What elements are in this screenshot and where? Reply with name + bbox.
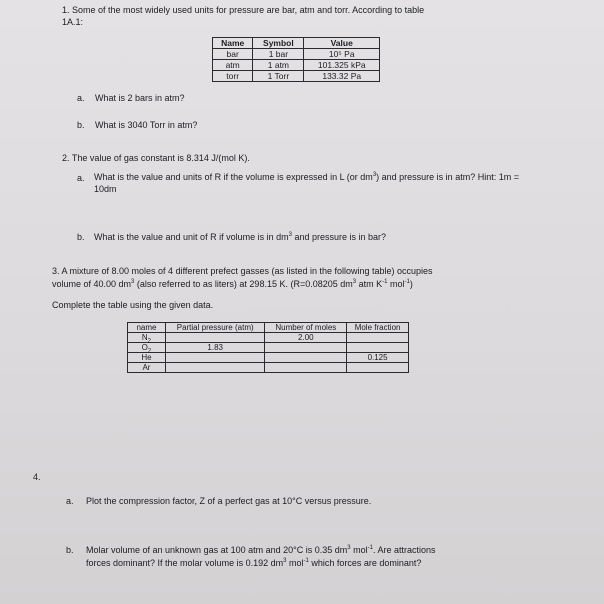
column-header-value: Value bbox=[304, 38, 380, 49]
q4-number: 4. bbox=[33, 472, 41, 482]
q1b-label: b. bbox=[77, 120, 85, 130]
gas-name-cell bbox=[128, 333, 166, 343]
q3-line2-part: ) bbox=[409, 279, 413, 289]
table-cell: 1 atm bbox=[253, 60, 304, 71]
q2a-label: a. bbox=[77, 173, 85, 183]
superscript: -1 bbox=[404, 279, 410, 285]
gas-symbol: O bbox=[141, 343, 148, 352]
q3-line2-part: volume of 40.00 dm bbox=[52, 279, 132, 289]
mole-fraction-cell bbox=[347, 363, 409, 373]
q3-complete-instruction: Complete the table using the given data. bbox=[52, 300, 214, 310]
superscript: -1 bbox=[367, 545, 373, 551]
superscript: 3 bbox=[347, 545, 351, 551]
q4b-line1 bbox=[86, 544, 435, 556]
table-cell: torr bbox=[213, 71, 253, 82]
superscript: 3 bbox=[283, 558, 287, 564]
q2a-text-part: What is the value and units of R if the volume is expressed in L (or dm bbox=[94, 172, 373, 182]
q2b-text bbox=[94, 231, 386, 243]
superscript: 3 bbox=[352, 279, 357, 285]
q4b-text-part: which forces are dominant? bbox=[308, 558, 422, 568]
superscript: -1 bbox=[382, 279, 388, 285]
q4b-text-part: forces dominant? If the molar volume is 0.192 dm bbox=[86, 558, 284, 568]
table-cell: 10⁵ Pa bbox=[304, 49, 380, 60]
q4b-text-part: mol bbox=[350, 545, 368, 555]
q4b-line2 bbox=[86, 557, 421, 569]
moles-cell bbox=[265, 353, 347, 363]
subscript: 2 bbox=[147, 348, 152, 355]
partial-pressure-cell bbox=[165, 333, 265, 343]
partial-pressure-cell bbox=[165, 363, 265, 373]
q1-intro-line2: 1A.1: bbox=[62, 17, 84, 27]
table-row bbox=[213, 60, 380, 71]
column-header-moles: Number of moles bbox=[265, 323, 347, 333]
gas-symbol: N bbox=[141, 333, 148, 342]
q2b-text-part: What is the value and unit of R if volume is in dm bbox=[94, 232, 289, 242]
superscript: -1 bbox=[303, 558, 309, 564]
table-cell: bar bbox=[213, 49, 253, 60]
column-header-mole-fraction: Mole fraction bbox=[347, 323, 409, 333]
q3-line2-part: (also referred to as liters) at 298.15 K. (R=0.08205 dm bbox=[134, 279, 353, 289]
gas-mixture-table bbox=[127, 322, 409, 373]
q2a-text-part: ) and pressure is in atm? Hint: 1m = 10dm bbox=[94, 172, 519, 194]
table-row bbox=[128, 333, 409, 343]
column-header-name: name bbox=[128, 323, 166, 333]
q2a-text bbox=[94, 171, 536, 195]
superscript: 3 bbox=[288, 232, 292, 238]
table-cell: atm bbox=[213, 60, 253, 71]
q4b-label: b. bbox=[66, 545, 74, 555]
column-header-partial-pressure: Partial pressure (atm) bbox=[165, 323, 265, 333]
superscript: 3 bbox=[372, 172, 377, 178]
superscript: 3 bbox=[131, 279, 135, 285]
pressure-units-table bbox=[212, 37, 380, 82]
q1b-text: What is 3040 Torr in atm? bbox=[95, 120, 198, 130]
table-cell: 1 bar bbox=[253, 49, 304, 60]
table-row bbox=[128, 363, 409, 373]
q2-intro: 2. The value of gas constant is 8.314 J/(mol K). bbox=[62, 153, 250, 163]
moles-cell bbox=[265, 363, 347, 373]
q4a-label: a. bbox=[66, 496, 74, 506]
partial-pressure-cell bbox=[165, 353, 265, 363]
q3-line2 bbox=[52, 278, 413, 290]
table-row bbox=[128, 353, 409, 363]
gas-name-cell: He bbox=[128, 353, 166, 363]
q4b-text-part: . Are attractions bbox=[372, 545, 436, 555]
table-row bbox=[213, 49, 380, 60]
q4b-text-part: mol bbox=[286, 558, 304, 568]
q2b-text-part: and pressure is in bar? bbox=[291, 232, 386, 242]
moles-cell bbox=[265, 343, 347, 353]
gas-name-cell bbox=[128, 343, 166, 353]
q1a-label: a. bbox=[77, 93, 85, 103]
mole-fraction-cell bbox=[347, 333, 409, 343]
q4b-text-part: Molar volume of an unknown gas at 100 atm and 20°C is 0.35 dm bbox=[86, 545, 348, 555]
table-row bbox=[128, 343, 409, 353]
table-cell: 101.325 kPa bbox=[304, 60, 380, 71]
table-row bbox=[213, 71, 380, 82]
q3-line2-part: atm K bbox=[356, 279, 383, 289]
table-cell: 1 Torr bbox=[253, 71, 304, 82]
partial-pressure-cell: 1.83 bbox=[165, 343, 265, 353]
q2b-label: b. bbox=[77, 232, 85, 242]
column-header-symbol: Symbol bbox=[253, 38, 304, 49]
table-header-row bbox=[213, 38, 380, 49]
q3-line2-part: mol bbox=[387, 279, 405, 289]
moles-cell: 2.00 bbox=[265, 333, 347, 343]
q4a-text: Plot the compression factor, Z of a perfect gas at 10°C versus pressure. bbox=[86, 496, 372, 506]
q1a-text: What is 2 bars in atm? bbox=[95, 93, 185, 103]
table-header-row bbox=[128, 323, 409, 333]
q3-line1: 3. A mixture of 8.00 moles of 4 different prefect gasses (as listed in the following table) occupies bbox=[52, 266, 433, 276]
q1-intro-line1: 1. Some of the most widely used units for pressure are bar, atm and torr. According to table bbox=[62, 5, 425, 15]
gas-name-cell: Ar bbox=[128, 363, 166, 373]
column-header-name: Name bbox=[213, 38, 253, 49]
subscript: 2 bbox=[147, 338, 152, 345]
mole-fraction-cell bbox=[347, 343, 409, 353]
mole-fraction-cell: 0.125 bbox=[347, 353, 409, 363]
table-cell: 133.32 Pa bbox=[304, 71, 380, 82]
